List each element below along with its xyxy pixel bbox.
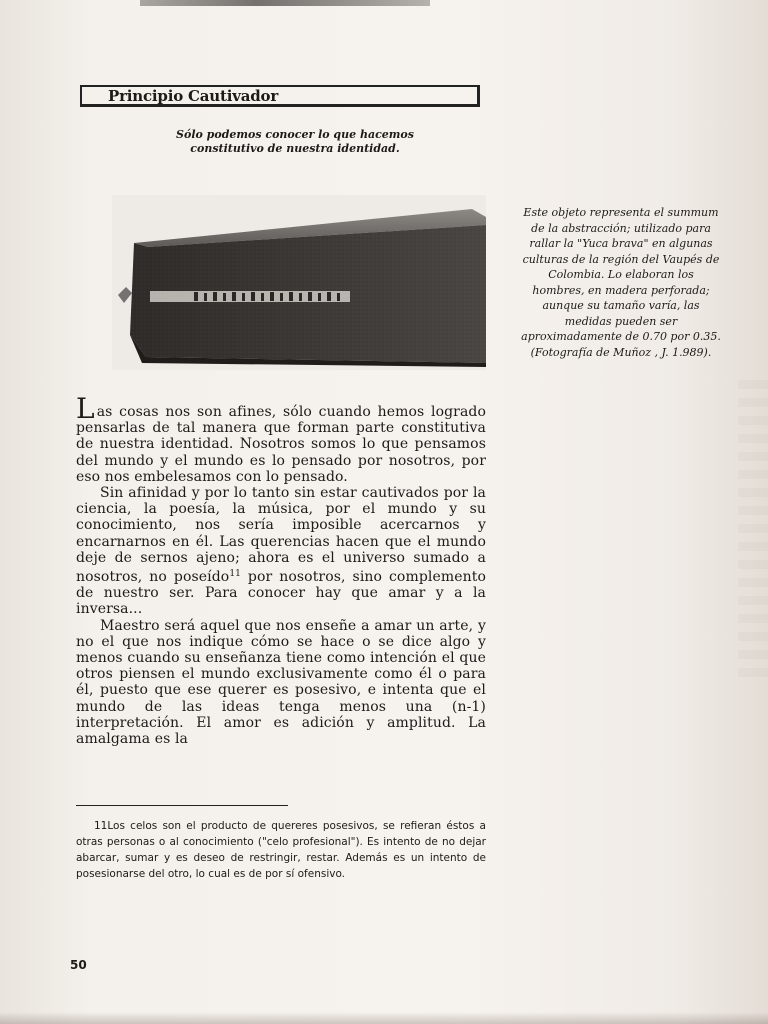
- caption-line: rallar la "Yuca brava" en algunas: [529, 237, 713, 250]
- caption-line: Este objeto representa el summum: [523, 206, 719, 219]
- epigraph-line: Sólo podemos conocer lo que hacemos: [176, 128, 414, 141]
- body-text: [76, 392, 486, 748]
- caption-line: de la abstracción; utilizado para: [531, 221, 711, 235]
- footnote-reference: 11: [229, 569, 241, 580]
- footnote-text: Los celos son el producto de quereres posesivos, se refieran éstos a otras personas o al conocimiento ("celo profesional"). Es intento de no dejar abarcar, sumar y es deseo de restringir, restar. Además es un intento de posesionarse del otro, lo cual es de por sí ofensivo.: [76, 820, 486, 880]
- paragraph-3-text: Maestro será aquel que nos enseñe a amar un arte, y no el que nos indique cómo se hace o se dice algo y menos cuando su enseñanza tiene como intención el que otros piensen el mundo exclusivamente como él o para él, puesto que ese querer es posesivo, e intenta que el mundo de las ideas tenga menos una (n-1) interpretación. El amor es adición y amplitud. La amalgama es la: [76, 617, 486, 748]
- paragraph-3: [76, 618, 486, 748]
- caption-line: Colombia. Lo elaboran los: [548, 268, 694, 281]
- paragraph-2-text-b: por nosotros, sino complemento de nuestro ser. Para conocer hay que amar y a la inversa...: [76, 569, 486, 618]
- footnote-number: 11: [94, 820, 108, 832]
- footnote: [76, 818, 486, 882]
- epigraph-line: constitutivo de nuestra identidad.: [190, 142, 400, 155]
- page-bottom-shadow: [0, 1012, 768, 1024]
- paragraph-2-text-a: Sin afinidad y por lo tanto sin estar cautivados por la ciencia, la poesía, la música, por el mundo y su conocimiento, nos sería imposible acercarnos y encarnarnos en él. Las querencias hacen que el mundo deje de sernos ajeno; ahora es el universo sumado a nosotros, no poseído: [76, 485, 486, 586]
- cassava-grater-photo: [112, 195, 486, 370]
- paragraph-2: [76, 485, 486, 618]
- caption-line: medidas pueden ser: [564, 314, 678, 328]
- paragraph-1-text: as cosas nos son afines, sólo cuando hemos logrado pensarlas de tal manera que forman parte constitutiva de nuestra identidad. Nosotros somos lo que pensamos del mundo y el mundo es lo pensado por nosotros, por eso nos embelesamos con lo pensado.: [76, 404, 486, 485]
- section-title-box: [80, 85, 480, 107]
- epigraph: [140, 128, 450, 156]
- caption-line: aunque su tamaño varía, las: [542, 299, 700, 312]
- footnote-divider: [76, 805, 288, 806]
- caption-line: aproximadamente de 0.70 por 0.35.: [521, 330, 721, 343]
- drop-cap: L: [76, 392, 95, 425]
- page-number: 50: [70, 958, 87, 972]
- caption-line: culturas de la región del Vaupés de: [522, 252, 720, 266]
- caption-line: hombres, en madera perforada;: [532, 283, 710, 297]
- cassava-grater-image: [112, 195, 486, 370]
- section-title: Principio Cautivador: [108, 87, 279, 105]
- paragraph-1: [76, 392, 486, 485]
- previous-page-edge: [140, 0, 430, 6]
- caption-line: (Fotografía de Muñoz , J. 1.989).: [530, 345, 712, 359]
- show-through-text: [738, 380, 768, 680]
- photo-caption: [498, 205, 744, 360]
